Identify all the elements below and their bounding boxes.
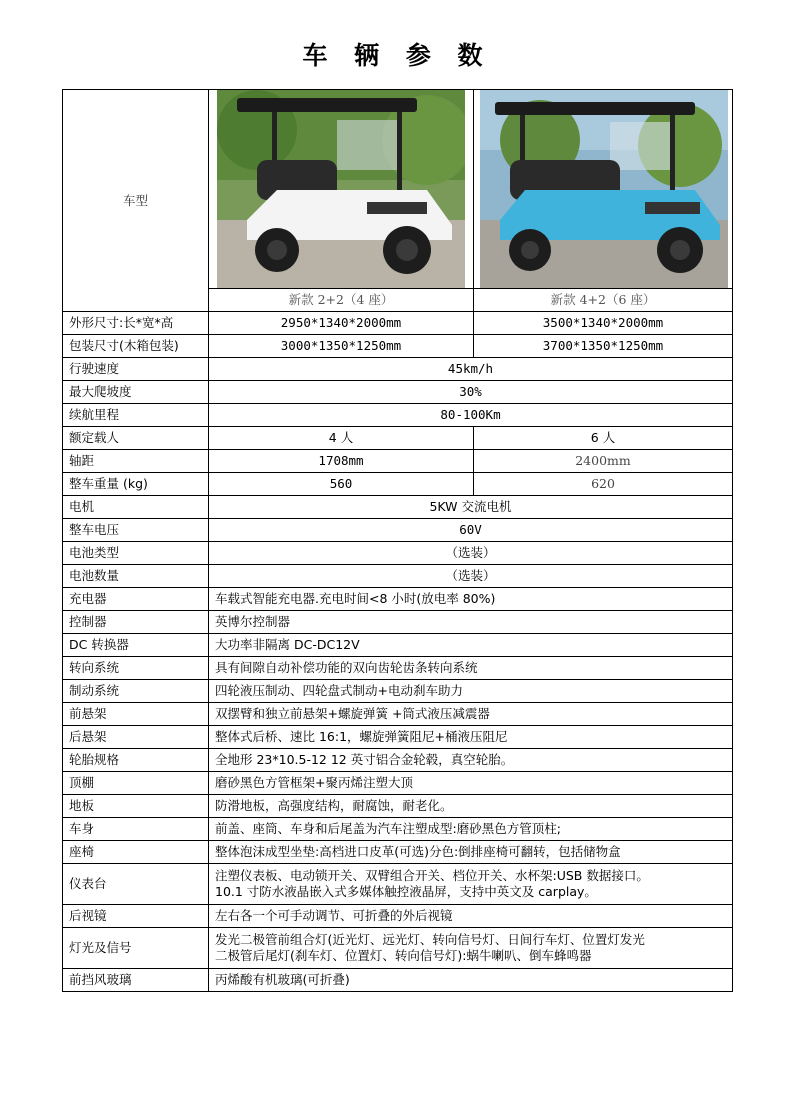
row-label: 后视镜 <box>63 905 209 928</box>
row-value: 前盖、座筒、车身和后尾盖为汽车注塑成型:磨砂黑色方管顶柱; <box>209 818 733 841</box>
table-row <box>63 588 733 611</box>
model-caption-4-seat: 新款 2+2（4 座） <box>209 289 474 312</box>
row-label: 顶棚 <box>63 772 209 795</box>
row-value: 双摆臂和独立前悬架+螺旋弹簧 +筒式液压减震器 <box>209 703 733 726</box>
row-value <box>209 928 733 969</box>
row-value: 全地形 23*10.5-12 12 英寸铝合金轮毂，真空轮胎。 <box>209 749 733 772</box>
row-label: 行驶速度 <box>63 358 209 381</box>
table-row-dashboard <box>63 864 733 905</box>
table-row <box>63 312 733 335</box>
table-row <box>63 358 733 381</box>
value-6-seat: 2400mm <box>474 450 733 473</box>
row-label: 最大爬坡度 <box>63 381 209 404</box>
table-row-model-photos <box>63 90 733 289</box>
table-row <box>63 772 733 795</box>
row-label: 座椅 <box>63 841 209 864</box>
row-label: 包装尺寸(木箱包装) <box>63 335 209 358</box>
row-label: 充电器 <box>63 588 209 611</box>
row-value: （选装） <box>209 565 733 588</box>
table-row <box>63 726 733 749</box>
row-value: 防滑地板，高强度结构，耐腐蚀，耐老化。 <box>209 795 733 818</box>
table-row <box>63 680 733 703</box>
row-label: 轴距 <box>63 450 209 473</box>
row-value: 左右各一个可手动调节、可折叠的外后视镜 <box>209 905 733 928</box>
table-row <box>63 611 733 634</box>
table-row <box>63 795 733 818</box>
row-value: 四轮液压制动、四轮盘式制动+电动刹车助力 <box>209 680 733 703</box>
table-row <box>63 427 733 450</box>
model-caption-6-seat: 新款 4+2（6 座） <box>474 289 733 312</box>
row-label: 轮胎规格 <box>63 749 209 772</box>
value-4-seat: 3000*1350*1250mm <box>209 335 474 358</box>
value-6-seat: 6 人 <box>474 427 733 450</box>
table-row <box>63 496 733 519</box>
table-row <box>63 450 733 473</box>
row-value: 5KW 交流电机 <box>209 496 733 519</box>
row-value <box>209 864 733 905</box>
row-label: 前悬架 <box>63 703 209 726</box>
golf-cart-6-seat-image <box>480 90 728 288</box>
dashboard-line-2: 10.1 寸防水液晶嵌入式多媒体触控液晶屏，支持中英文及 carplay。 <box>215 884 597 899</box>
row-value: 整体泡沫成型坐垫:高档进口皮革(可选)分色:倒排座椅可翻转，包括储物盒 <box>209 841 733 864</box>
row-label: 后悬架 <box>63 726 209 749</box>
table-row <box>63 634 733 657</box>
row-label: 控制器 <box>63 611 209 634</box>
table-row <box>63 818 733 841</box>
model-photo-6-seat <box>474 90 733 289</box>
row-label: DC 转换器 <box>63 634 209 657</box>
row-label: 额定载人 <box>63 427 209 450</box>
table-row <box>63 749 733 772</box>
row-value: 丙烯酸有机玻璃(可折叠) <box>209 969 733 992</box>
row-value: 具有间隙自动补偿功能的双向齿轮齿条转向系统 <box>209 657 733 680</box>
table-row <box>63 969 733 992</box>
page-title: 车 辆 参 数 <box>302 41 492 70</box>
row-value: 80-100Km <box>209 404 733 427</box>
table-row <box>63 905 733 928</box>
row-value: （选装） <box>209 542 733 565</box>
row-value: 大功率非隔离 DC-DC12V <box>209 634 733 657</box>
row-label: 转向系统 <box>63 657 209 680</box>
row-label: 前挡风玻璃 <box>63 969 209 992</box>
row-label: 电池数量 <box>63 565 209 588</box>
row-label: 车型 <box>63 90 209 312</box>
value-4-seat: 2950*1340*2000mm <box>209 312 474 335</box>
table-row <box>63 404 733 427</box>
row-value: 45km/h <box>209 358 733 381</box>
value-4-seat: 560 <box>209 473 474 496</box>
table-row <box>63 657 733 680</box>
table-row <box>63 335 733 358</box>
value-4-seat: 4 人 <box>209 427 474 450</box>
spec-table <box>62 89 733 992</box>
table-row <box>63 841 733 864</box>
row-label: 制动系统 <box>63 680 209 703</box>
row-label: 外形尺寸:长*宽*高 <box>63 312 209 335</box>
table-row <box>63 565 733 588</box>
table-row <box>63 519 733 542</box>
dashboard-line-1: 注塑仪表板、电动锁开关、双臂组合开关、档位开关、水杯架:USB 数据接口。 <box>215 868 649 883</box>
golf-cart-4-seat-image <box>217 90 465 288</box>
row-value: 整体式后桥、速比 16:1，螺旋弹簧阻尼+桶液压阻尼 <box>209 726 733 749</box>
row-value: 车载式智能充电器.充电时间<8 小时(放电率 80%) <box>209 588 733 611</box>
row-label: 电机 <box>63 496 209 519</box>
lights-line-1: 发光二极管前组合灯(近光灯、远光灯、转向信号灯、日间行车灯、位置灯发光 <box>215 932 645 947</box>
row-value: 英博尔控制器 <box>209 611 733 634</box>
row-value: 30% <box>209 381 733 404</box>
value-6-seat: 3700*1350*1250mm <box>474 335 733 358</box>
value-6-seat: 620 <box>474 473 733 496</box>
row-label: 地板 <box>63 795 209 818</box>
value-6-seat: 3500*1340*2000mm <box>474 312 733 335</box>
lights-line-2: 二极管后尾灯(刹车灯、位置灯、转向信号灯):蜗牛喇叭、倒车蜂鸣器 <box>215 948 592 963</box>
row-value: 60V <box>209 519 733 542</box>
row-label: 整车重量 (kg) <box>63 473 209 496</box>
table-row-lights <box>63 928 733 969</box>
row-label: 电池类型 <box>63 542 209 565</box>
table-row <box>63 473 733 496</box>
row-label: 车身 <box>63 818 209 841</box>
table-row <box>63 703 733 726</box>
row-label: 仪表台 <box>63 864 209 905</box>
model-photo-4-seat <box>209 90 474 289</box>
row-label: 续航里程 <box>63 404 209 427</box>
table-row <box>63 542 733 565</box>
table-row <box>63 381 733 404</box>
row-label: 整车电压 <box>63 519 209 542</box>
row-label: 灯光及信号 <box>63 928 209 969</box>
row-value: 磨砂黑色方管框架+聚丙烯注塑大顶 <box>209 772 733 795</box>
value-4-seat: 1708mm <box>209 450 474 473</box>
